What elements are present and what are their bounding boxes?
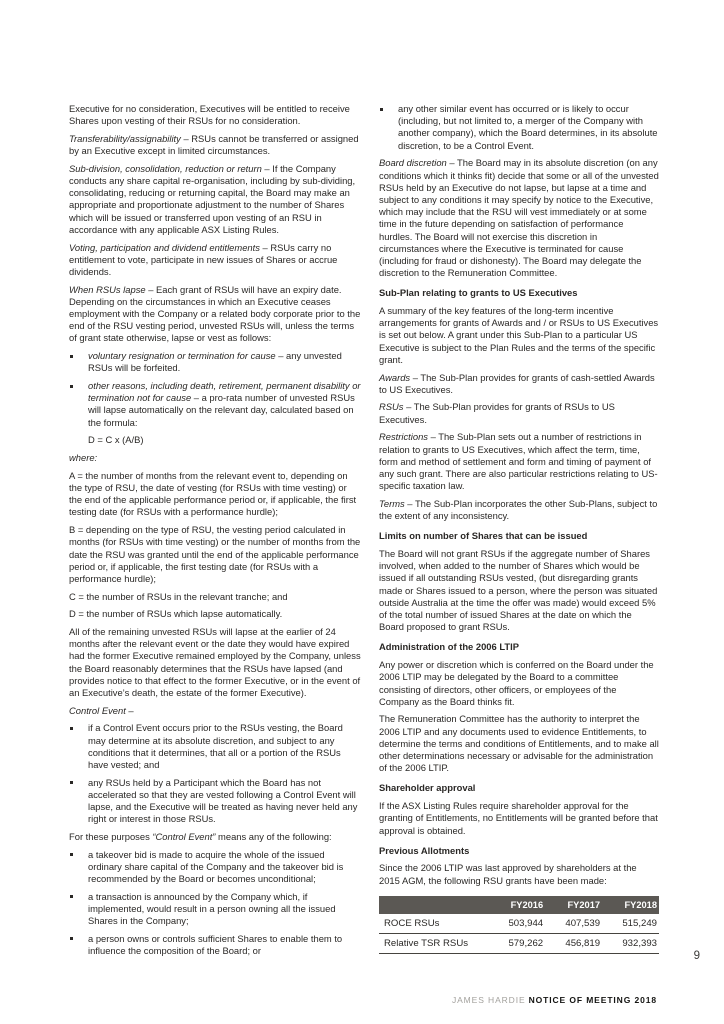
bullet-marker (70, 895, 73, 898)
term-label: RSUs (379, 401, 404, 413)
heading-text: Administration of the 2006 LTIP (379, 641, 519, 653)
paragraph-text: A summary of the key features of the long-term incentive arrangements for grants of Awards and / or RSUs to US Executives is set out below. A grant under this Sub-Plan to a particular US Executive is subject to the Plan Rules and the terms of the specific grant. (379, 305, 659, 365)
footer-publication: NOTICE OF MEETING 2018 (528, 995, 657, 1005)
bullet-item (69, 849, 361, 886)
section-heading (379, 782, 659, 794)
paragraph-text: For these purposes (69, 831, 153, 843)
bullet-marker (70, 385, 73, 388)
table-row (379, 914, 659, 934)
paragraph (379, 305, 659, 366)
paragraph (69, 831, 361, 843)
paragraph-text: – The Sub-Plan provides for grants of RSUs to US Executives. (379, 401, 615, 425)
bullet-text (88, 350, 361, 374)
term-label: Voting, participation and dividend entitlements (69, 241, 260, 253)
bullet-item (69, 350, 361, 374)
bullet-item (69, 777, 361, 826)
page-number: 9 (693, 950, 700, 962)
term-paragraph (379, 372, 659, 396)
paragraph-text: means any of the following: (215, 831, 332, 843)
heading-text: Sub-Plan relating to grants to US Executives (379, 287, 578, 299)
paragraph-text: any RSUs held by a Participant which the Board has not accelerated so that they are vested following a Control Event will lapse, and the Executive will be treated as having never held any right or interest in those RSUs. (88, 776, 358, 825)
paragraph-text: If the ASX Listing Rules require shareholder approval for the granting of Entitlements, no Entitlements will be granted before that approval is obtained. (379, 800, 658, 836)
paragraph (379, 800, 659, 837)
paragraph (379, 862, 659, 886)
paragraph-text: – The Board may in its absolute discretion (on any conditions which it thinks fit) decide that some or all of the unvested RSUs held by an Executive do not lapse, but lapse at a time and subject to any conditions it may specify by notice to the Executive, which may include that the RSU will vest immediately or at some time in the future depending on satisfaction of performance hurdles. The Board will not exercise this discretion in circumstances where the Executive is terminated for cause (including for fraud or dishonesty). The Board may delegate the discretion to the Remuneration Committee. (379, 157, 659, 279)
section-heading (379, 641, 659, 653)
term-paragraph (379, 157, 659, 279)
paragraph-text: – The Sub-Plan sets out a number of restrictions in relation to grants to US Executives, which affect the term, time, form and method of settlement and form and timing of payment of any such grant. There are also particular restrictions relating to US-specific taxation law. (379, 431, 658, 492)
paragraph-text: any other similar event has occurred or is likely to occur (including, but not limited to, a merger of the Company with another company), which the Board determines, in its absolute discretion, to be a Control Event. (398, 103, 658, 151)
bullet-item (69, 891, 361, 928)
paragraph (69, 103, 361, 127)
term-label: Awards (379, 371, 411, 383)
bullet-marker (380, 108, 383, 111)
table-cell: 456,819 (545, 934, 602, 954)
table-header-cell: FY2017 (545, 896, 602, 914)
term-paragraph (379, 498, 659, 522)
paragraph-text: All of the remaining unvested RSUs will lapse at the earlier of 24 months after the relevant event or the date they would have expired had the former Executive remained employed by the Company, unless the Board reasonably determines that the RSUs have lapsed (and provides notice to that effect to the former Executive, or in the event of an Executive’s death, the estate of the former Executive). (69, 626, 361, 699)
left-column (69, 103, 361, 963)
bullet-item (69, 933, 361, 957)
paragraph-text: The Remuneration Committee has the authority to interpret the 2006 LTIP and any documents used to evidence Entitlements, to determine the terms and conditions of Entitlements, and to make all other determinations necessary or advisable for the administration of the 2006 LTIP. (379, 713, 659, 774)
table-header-cell (379, 896, 488, 914)
bullet-marker (70, 727, 73, 730)
paragraph (69, 608, 361, 620)
paragraph-text: if a Control Event occurs prior to the RSUs vesting, the Board may determine at its absolute discretion, and subject to any conditions that it determines, that all or a portion of the RSUs have vested; and (88, 722, 343, 771)
bullet-item (379, 103, 659, 152)
section-heading (379, 845, 659, 857)
term-label: Board discretion (379, 157, 447, 169)
paragraph (379, 548, 659, 633)
term-paragraph (379, 401, 659, 425)
paragraph-text: B = depending on the type of RSU, the vesting period calculated in months (for RSUs with time vesting) or the number of months from the date the RSU was granted until the end of the applicable performance period or, if applicable, the first testing date (for RSUs with a performance hurdle); (69, 524, 361, 584)
paragraph-text: – RSUs cannot be transferred or assigned by an Executive except in limited circumstances. (69, 132, 359, 157)
formula (88, 434, 361, 446)
paragraph-text: a person owns or controls sufficient Shares to enable them to influence the composition of the Board; or (88, 932, 343, 957)
bullet-marker (70, 937, 73, 940)
table-cell: 579,262 (488, 934, 545, 954)
term-paragraph (379, 431, 659, 492)
footer (452, 995, 657, 1005)
section-heading (379, 530, 659, 542)
term-paragraph (69, 242, 361, 279)
paragraph (379, 713, 659, 774)
bullet-item (69, 380, 361, 429)
paragraph-text: a takeover bid is made to acquire the whole of the issued ordinary share capital of the Company and the takeover bid is recommended by the Board or becomes unconditional; (88, 848, 344, 885)
table-header-cell: FY2016 (488, 896, 545, 914)
paragraph-text: – RSUs carry no entitlement to vote, participate in new issues of Shares or accrue dividends. (69, 241, 338, 277)
paragraph (69, 470, 361, 519)
bullet-text (88, 891, 361, 928)
paragraph (69, 452, 361, 464)
right-column (379, 103, 659, 963)
bullet-marker (70, 781, 73, 784)
term-label: voluntary resignation or termination for cause (88, 350, 276, 362)
paragraph (69, 705, 361, 717)
term-label: “Control Event” (152, 831, 216, 843)
heading-text: Previous Allotments (379, 844, 470, 856)
bullet-marker (70, 853, 73, 856)
term-label: When RSUs lapse (69, 283, 146, 295)
bullet-marker (70, 355, 73, 358)
two-column-body (69, 103, 659, 963)
table-row-label: Relative TSR RSUs (379, 934, 488, 954)
paragraph-text: a transaction is announced by the Company which, if implemented, would result in a person owning all the issued Shares in the Company; (88, 890, 336, 927)
term-paragraph (69, 284, 361, 345)
term-label: other reasons, including death, retirement, permanent disability or termination not for cause (88, 380, 361, 404)
paragraph-text: C = the number of RSUs in the relevant tranche; and (69, 590, 288, 602)
table-cell: 515,249 (602, 914, 659, 934)
paragraph-text: – any unvested RSUs will be forfeited. (88, 350, 342, 374)
bullet-text (88, 380, 361, 429)
bullet-item (69, 722, 361, 771)
term-label: Transferability/assignability (69, 132, 181, 144)
table-cell: 407,539 (545, 914, 602, 934)
paragraph-text: – Each grant of RSUs will have an expiry date. Depending on the circumstances in which an Executive ceases employment with the Company or a related body corporate prior to the end of the RSU vesting period, unvested RSUs will, unless the terms of grant state otherwise, lapse or vest as follows: (69, 283, 361, 344)
paragraph-text: D = the number of RSUs which lapse automatically. (69, 608, 283, 620)
section-heading (379, 287, 659, 299)
bullet-text (398, 103, 659, 152)
paragraph-text: Since the 2006 LTIP was last approved by shareholders at the 2015 AGM, the following RSU grants have been made: (379, 862, 637, 886)
bullet-text (88, 933, 361, 957)
table-row-label: ROCE RSUs (379, 914, 488, 934)
term-label: Terms (379, 497, 405, 509)
table-cell: 932,393 (602, 934, 659, 954)
paragraph (69, 524, 361, 585)
paragraph-text: – If the Company conducts any share capital re-organisation, including by sub-dividing, consolidating, reducing or returning capital, the Board may make an appropriate and proportionate adjustment to the number of Shares which will be issued or transferred upon vesting of an RSU in accordance with any applicable ASX Listing Rules. (69, 162, 356, 235)
term-label: where: (69, 452, 98, 464)
heading-text: Limits on number of Shares that can be issued (379, 530, 588, 542)
paragraph-text: – The Sub-Plan incorporates the other Sub-Plans, subject to the extent of any inconsistency. (379, 497, 658, 522)
paragraph-text: Any power or discretion which is conferred on the Board under the 2006 LTIP may be delegated by the Board to a committee consisting of directors, other officers, or employees of the Company as the Board thinks fit. (379, 659, 654, 707)
term-label: Restrictions (379, 431, 428, 443)
paragraph (69, 591, 361, 603)
paragraph-text: A = the number of months from the relevant event to, depending on the type of RSU, the date of vesting (for RSUs with time vesting) or the end of the applicable performance period or, if applicable, the first testing date (for RSUs with a performance hurdle); (69, 469, 357, 518)
paragraph-text: – The Sub-Plan provides for grants of cash-settled Awards to US Executives. (379, 371, 655, 395)
term-paragraph (69, 163, 361, 236)
term-label: Control Event – (69, 704, 134, 716)
paragraph-text: – a pro-rata number of unvested RSUs will lapse automatically on the relevant day, calculated based on the formula: (88, 392, 355, 428)
bullet-text (88, 777, 361, 826)
bullet-text (88, 722, 361, 771)
allotments-table (379, 896, 659, 955)
paragraph (69, 626, 361, 699)
table-header-row (379, 896, 659, 914)
paragraph-text: The Board will not grant RSUs if the aggregate number of Shares involved, when added to the number of Shares which would be issued if all outstanding RSUs vested, (but disregarding grants made or Shares issued to a person, where the person was situated outside Australia at the time the offer was made) would exceed 5% of the total number of issued Shares at the date on which the Board proposed to grant RSUs. (379, 548, 658, 633)
footer-brand: JAMES HARDIE (451, 995, 526, 1005)
term-label: Sub-division, consolidation, reduction or return (69, 162, 262, 174)
table-header-cell: FY2018 (602, 896, 659, 914)
bullet-text (88, 849, 361, 886)
term-paragraph (69, 133, 361, 157)
paragraph (379, 659, 659, 708)
table-row (379, 934, 659, 954)
formula-text: D = C x (A/B) (88, 434, 144, 446)
paragraph-text: Executive for no consideration, Executives will be entitled to receive Shares upon vesting of their RSUs for no consideration. (69, 103, 350, 127)
heading-text: Shareholder approval (379, 782, 476, 794)
table-cell: 503,944 (488, 914, 545, 934)
